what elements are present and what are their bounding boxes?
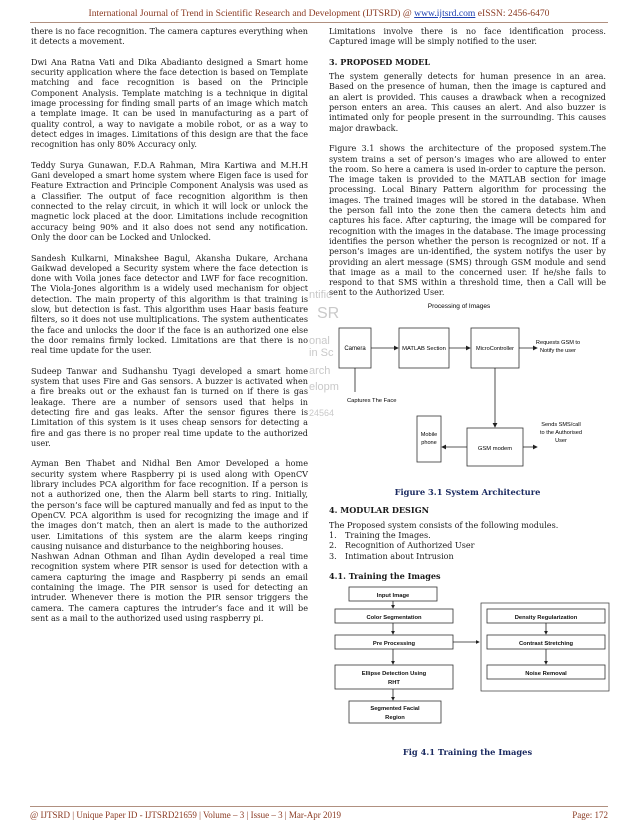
pre-proc-label: Pre Processing [372,641,416,648]
color-seg-label: Color Segmentation [366,615,422,622]
issn: eISSN: 2456-6470 [477,8,550,19]
section-heading: 3. PROPOSED MODEL [329,56,431,67]
paragraph: Sandesh Kulkarni, Minakshee Bagul, Akansha Dukare, Archana Gaikwad developed a Security system where the face detection is done with Voila jones face detector and LWF for face recognition. The Viola-Jones algorithm is a widely used mechanism for object detection. The main property of this algorithm is that training is slow, but detection is fast. This algorithm uses Haar basis feature filters, so it does not use multiplications. The system authenticates the face and unlocks the door if the face is an authorized one else the door remains firmly locked. Limitations are that there is no real time update for the user. [31,252,308,356]
running-footer [30,810,608,820]
watermark-text: onal [309,334,330,347]
watermark-text: elopm [309,380,339,393]
figure-caption: Figure 3.1 System Architecture [394,487,541,498]
section-heading: 4. MODULAR DESIGN [329,505,429,516]
running-header [0,8,638,19]
journal-name: International Journal of Trend in Scientific Research and Development (IJTSRD) [88,8,401,19]
gsm-label: GSM modem [477,445,513,452]
paragraph: Ayman Ben Thabet and Nidhal Ben Amor Developed a home security system where Raspberry pi is used along with OpenCV library includes PCA algorithm for face recognition. If a person is not a authorized one, then the Alarm bell starts to ring. Initially, the person’s face will be captured manually and fed as input to the OpenCV. PCA algorithm is used for recognizing the image and if the images don’t match, then an alert is made to the authorized user. Limitations of this system are the alarm keeps ringing causing nuisance and disturbance to the neighboring houses. [31,458,308,551]
paragraph: Dwi Ana Ratna Vati and Dika Abadianto designed a Smart home security application where the face detection is based on Template matching and face recognition is based on the Principle Component Analysis. Template matching is a technique in digital image processing for finding small parts of an image which match a template image. It can be used in manufacturing as a part of quality control, a way to navigate a mobile robot, or as a way to detect edges in images. Limitations of this design are that the face recognition has only 80% Accuracy only. [31,56,308,150]
at-sign: @ [402,8,412,19]
density-label: Density Regularization [514,615,578,622]
captures-label: Captures The Face [347,397,397,404]
journal-url-link[interactable]: www.ijtsrd.com [414,8,476,19]
architecture-diagram [309,288,606,485]
requests-label-2: Notify the user [539,347,577,354]
module-list [329,530,606,561]
footer-info: @ IJTSRD | Unique Paper ID - IJTSRD21659 | Volume – 3 | Issue – 3 | Mar-Apr 2019 [30,810,341,820]
list-item: 1. Training the Images. [329,529,431,540]
seg-label-1: Segmented Facial [370,706,420,713]
paragraph: Figure 3.1 shows the architecture of the proposed system.The system trains a set of person’s images who are allowed to enter the room. So here a camera is used in-order to capture the person. The image taken is provided to the MATLAB section for image processing. Local Binary Pattern algorithm for processing the images. The trained images will be stored in the database. When the person fall into the zone then the camera detects him and captures his face. After capturing, the image will be compared for recognition with the images in the database. The image processing identifies the person whether the person is recognized or not. If a person’s images are un-identified, the system notifys the user by providing an alert message (SMS) through GSM module and send that image as a mail to the concerned user. If he/she fails to respond to that SMS within a threshold time, then a Call will be sent to the Authorized User. [329,143,606,298]
contrast-label: Contrast Stretching [518,641,574,648]
watermark-text: SR [317,304,340,322]
seg-label-2: Region [385,715,405,722]
requests-label-1: Requests GSM to [535,339,581,346]
ellipse-label-1: Ellipse Detection Using [361,671,427,678]
paragraph: Teddy Surya Gunawan, F.D.A Rahman, Mira Kartiwa and M.H.H Gani developed a smart home system where Eigen face is used for Feature Extraction and Principle Component Analysis was used as a Classifier. The output of face recognition algorithm is then connected to the relay circuit, in which it will lock or unlock the magnetic lock placed at the door. Limitations include recognition accuracy being 90% and it also does not send any notification. Only the door can be Locked and Unlocked. [31,159,308,242]
figure-system-architecture [309,288,606,498]
sends-label-3: User [555,437,567,444]
mobile-label-1: Mobile [420,431,438,438]
watermark-text: 24564 [309,407,335,418]
page-number: Page: 172 [572,810,608,820]
ellipse-label-2: RHT [388,680,400,687]
mobile-phone-box [417,416,441,462]
list-item: 3. Intimation about Intrusion [329,550,454,561]
paragraph: there is no face recognition. The camera captures everything when it detects a movement. [31,26,308,47]
list-item: 2. Recognition of Authorized User [329,540,475,551]
noise-label: Noise Removal [525,671,567,678]
watermark [309,289,339,418]
right-column [309,26,606,758]
left-column [31,26,308,634]
paragraph: The system generally detects for human presence in an area. Based on the presence of human, then the image is captured and an alert is provided. This causes a drawback when a recognized person enters an area. This causes an alert. And also buzzer is intimated only for people present in the surrounding. This causes major drawback. [329,71,606,133]
mobile-label-2: phone [421,439,437,446]
microcontroller-label: MicroController [476,345,514,352]
sends-label-2: to the Authorised [540,429,582,436]
watermark-text: in Sc [309,346,334,359]
footer-rule [30,806,608,807]
watermark-text: ntific [309,288,332,301]
figure-training-images [329,585,606,758]
processing-label: Processing of Images [427,302,491,310]
paragraph: The Proposed system consists of the following modules. [329,519,559,530]
input-image-label: Input Image [376,593,410,600]
watermark-text: arch [309,364,331,377]
camera-label: Camera [344,345,366,352]
training-flowchart [329,585,606,745]
paragraph: Limitations involve there is no face identification process. Captured image will be simply notified to the user. [329,26,606,47]
subsection-heading: 4.1. Training the Images [329,570,441,581]
sends-label-1: Sends SMS/call [541,421,581,428]
figure-caption: Fig 4.1 Training the Images [402,747,533,758]
paragraph: Sudeep Tanwar and Sudhanshu Tyagi developed a smart home system that uses Fire and Gas sensors. A buzzer is activated when a fire breaks out or the exhaust fan is turned on if there is gas leakage. There are a number of sensors used that helps in detecting fire and gas leaks. After the sensor figures there is Limitation of this system is it uses cheap sensors for detecting a fire and gas there is no proper real time update to the authorized user. [31,365,308,448]
paragraph: Nashwan Adnan Othman and Ilhan Aydin developed a real time recognition system where PIR sensor is used for detection with a camera capturing the image and Raspberry pi sends an email containing the image. The PIR sensor is used for detecting an intruder. Whenever there is motion the PIR sensor triggers the camera. The camera captures the intruder’s face and it will be sent as a mail to the authorized used using raspberry pi. [31,551,308,623]
matlab-label: MATLAB Section [402,345,446,352]
header-rule [30,22,608,23]
